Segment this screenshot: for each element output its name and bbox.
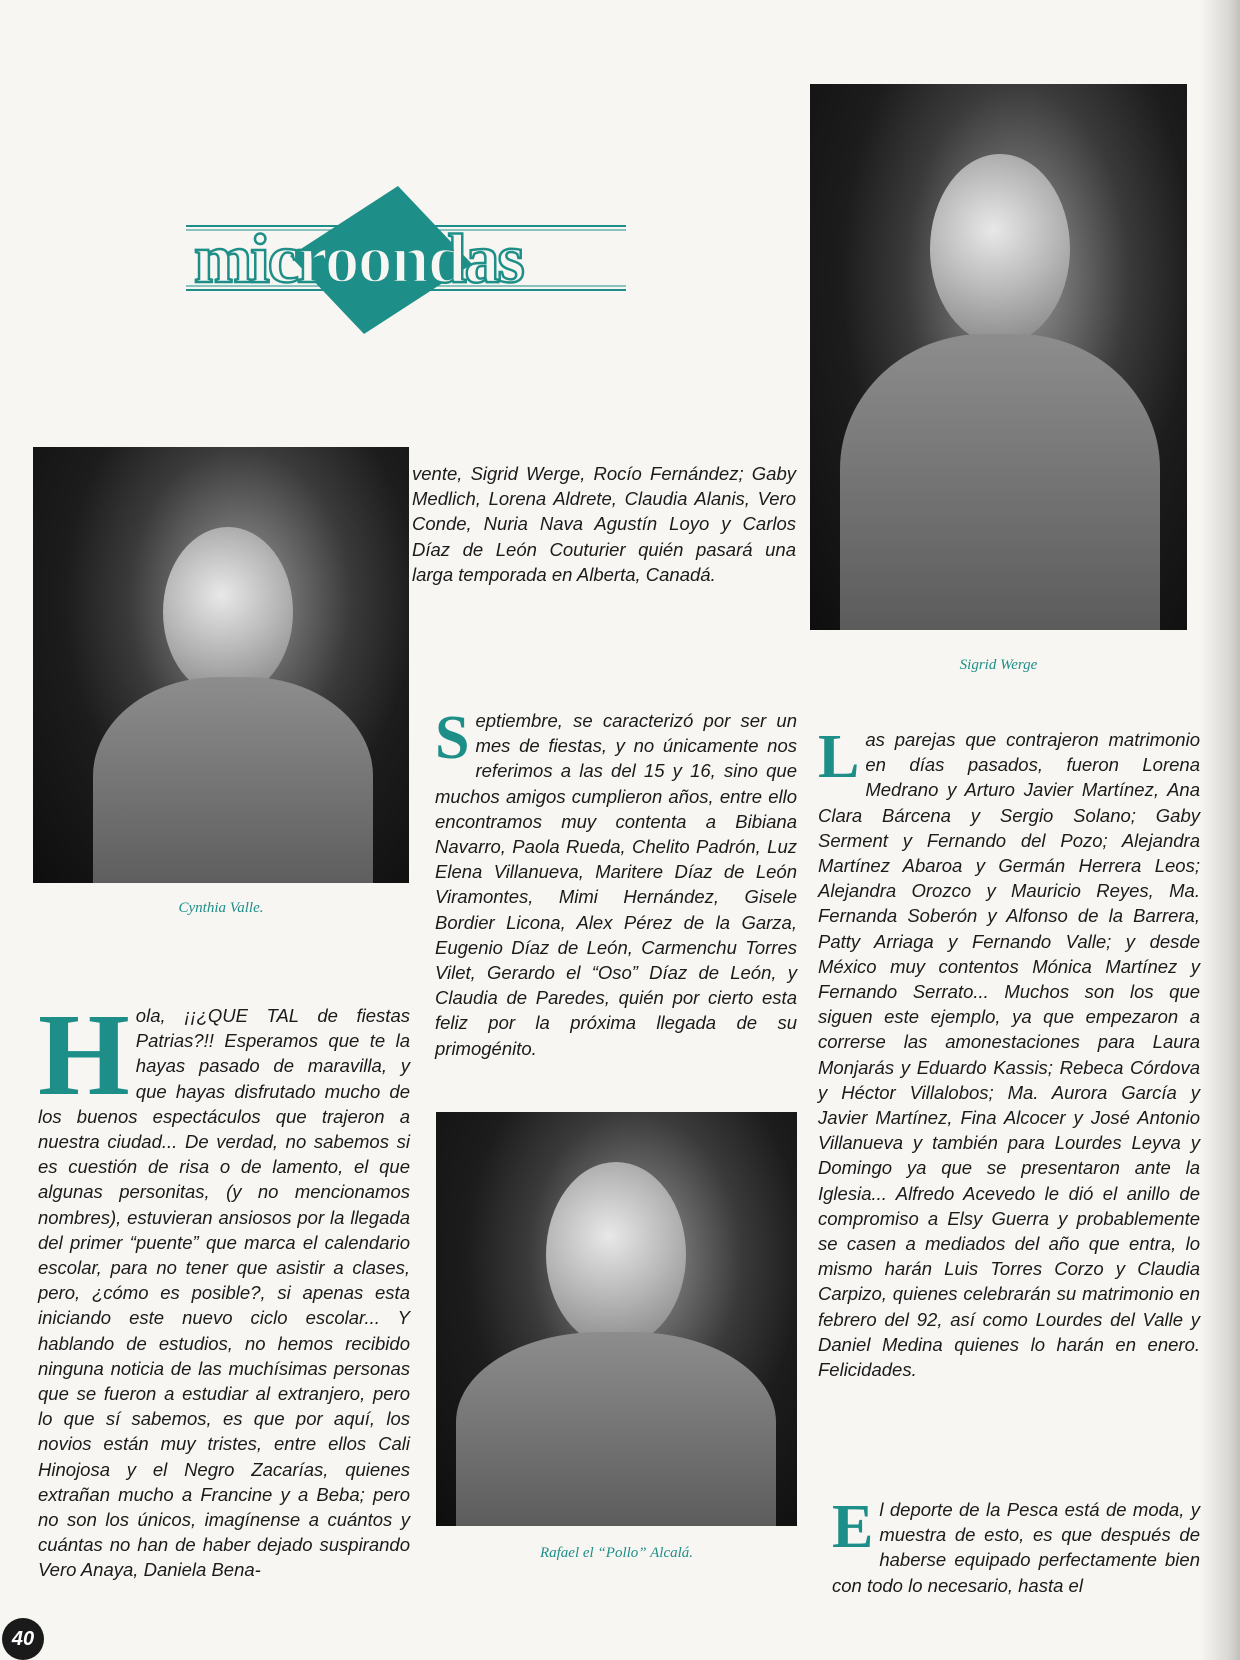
article-column-3-pesca [832, 1493, 1200, 1598]
photo-rafael-alcala [436, 1112, 797, 1526]
drop-cap-e: E [832, 1493, 874, 1561]
article-column-3 [818, 723, 1200, 1382]
article-column-2-septiembre [435, 704, 797, 1061]
logo-graphic [186, 186, 666, 346]
caption-cynthia: Cynthia Valle. [178, 900, 264, 916]
drop-cap-h: H [38, 989, 130, 1120]
page-fold-shadow [1200, 0, 1240, 1660]
article-column-1 [38, 989, 410, 1583]
page-number: 40 [2, 1618, 44, 1660]
caption-sigrid: Sigrid Werge [959, 657, 1038, 673]
photo-sigrid-werge [810, 84, 1187, 630]
drop-cap-l: L [818, 723, 860, 791]
caption-rafael: Rafael el “Pollo” Alcalá. [539, 1545, 694, 1561]
logo-text: microondas [194, 221, 523, 298]
paragraph-fiestas-patrias: ola, ¡¡¿QUE TAL de fiestas Patrias?!! Esperamos que te la hayas pasado de maravilla, y que hayas disfrutado mucho de los buenos espectáculos que trajeron a nuestra ciudad... De verdad, no sabemos si es cuestión de risa o de lamento, el que algunas personitas, (y no mencionamos nombres), estuvieran ansiosos por la llegada del primer “puente” que marca el calendario escolar, para no tener que asistir a clases, pero, ¿cómo es posible?, si apenas esta iniciando este nuevo ciclo escolar... Y hablando de estudios, no hemos recibido ninguna noticia de las muchísimas personas que se fueron a estudiar al extranjero, pero lo que sí sabemos, es que por aquí, los novios están muy tristes, entre ellos Cali Hinojosa y el Negro Zacarías, quienes extrañan mucho a Francine y a Beba; pero no son los únicos, imagínense a cuántos y cuántas no han de haber dejado suspirando Vero Anaya, Daniela Bena- [38, 1005, 410, 1581]
paragraph-pesca: l deporte de la Pesca está de moda, y muestra de esto, es que después de haberse equipado perfectamente bien con todo lo necesario, hasta el [832, 1499, 1200, 1596]
photo-cynthia-valle [33, 447, 409, 883]
paragraph-parejas: as parejas que contrajeron matrimonio en días pasados, fueron Lorena Medrano y Arturo Javier Martínez, Ana Clara Bárcena y Sergio Solano; Gaby Serment y Fernando del Pozo; Alejandra Martínez Abaroa y Germán Herrera Leos; Alejandra Orozco y Mauricio Reyes, Ma. Fernanda Soberón y Alfonso de la Barrera, Patty Arriaga y Fernando Valle; y desde México muy contentos Mónica Martínez y Fernando Serrato... Muchos son los que siguen este ejemplo, ya que empezaron a correrse las amonestaciones para Laura Monjarás y Eduardo Kassis; Rebeca Córdova y Héctor Villalobos; Ma. Aurora García y Javier Martínez, Fina Alcocer y José Antonio Villanueva y también para Lourdes Leyva y Domingo ya que se presentaron ante la Iglesia... Alfredo Acevedo le dió el anillo de compromiso a Elsy Guerra y probablemente se casen a mediados del año que entra, lo mismo harán Luis Torres Corzo y Claudia Carpizo, quienes celebrarán su matrimonio en febrero del 92, así como Lourdes del Valle y Daniel Medina quienes lo harán en enero. Felicidades. [818, 729, 1200, 1381]
paragraph-septiembre: eptiembre, se caracterizó por ser un mes de fiestas, y no únicamente nos referimos a las del 15 y 16, sino que muchos amigos cumplieron años, entre ello encontramos muy contenta a Bibiana Navarro, Paola Rueda, Chelito Padrón, Luz Elena Villanueva, Maritere Díaz de León Viramontes, Mimi Hernández, Gisele Bordier Licona, Alex Pérez de la Garza, Eugenio Díaz de León, Carmenchu Torres Vilet, Gerardo el “Oso” Díaz de León, y Claudia de Paredes, quién por cierto esta feliz por la próxima llegada de su primogénito. [435, 710, 797, 1059]
drop-cap-s: S [435, 704, 470, 772]
paragraph-continuation: vente, Sigrid Werge, Rocío Fernández; Gaby Medlich, Lorena Aldrete, Claudia Alanis, Vero Conde, Nuria Nava Agustín Loyo y Carlos Díaz de León Couturier quién pasará una larga temporada en Alberta, Canadá. [412, 463, 796, 585]
section-logo [186, 186, 666, 346]
article-column-2-top [412, 461, 796, 587]
